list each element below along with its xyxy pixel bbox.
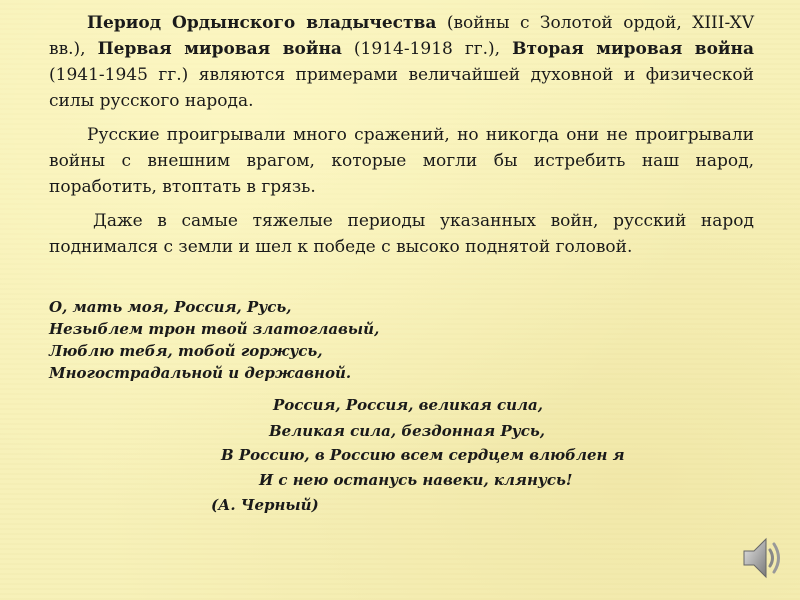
poem-line: В Россию, в Россию всем сердцем влюблен я [221, 446, 625, 464]
paragraph-1-text-1: (войны с Золотой ордой, XIII-XV вв.), [49, 13, 755, 59]
paragraph-1 [49, 10, 754, 114]
paragraph-1-text-2: (1914-1918 гг.), [341, 39, 513, 59]
prose-block [49, 10, 754, 268]
poem-line: О, мать моя, Россия, Русь, [49, 298, 292, 316]
poem-line: Незыблем трон твой златоглавый, [49, 320, 380, 338]
paragraph-2: Русские проигрывали много сражений, но никогда они не проигрывали войны с внешним врагом, которые могли бы истребить наш народ, поработить, втоптать в грязь. [49, 125, 754, 197]
poem-line: Россия, Россия, великая сила, [273, 396, 543, 414]
poem-line: Люблю тебя, тобой горжусь, [49, 342, 323, 360]
speaker-icon[interactable] [738, 533, 786, 583]
bold-term-ww2: Вторая мировая война [512, 39, 754, 59]
bold-term-ww1: Первая мировая война [97, 39, 342, 59]
bold-term-horde: Период Ордынского владычества [87, 13, 437, 33]
poem-line: Многострадальной и державной. [49, 364, 352, 382]
poem-author: (А. Черный) [211, 496, 319, 514]
poem-line: Великая сила, бездонная Русь, [269, 422, 545, 440]
paragraph-3: Даже в самые тяжелые периоды указанных войн, русский народ поднимался с земли и шел к победе с высоко поднятой головой. [49, 211, 754, 257]
paragraph-1-text-3: (1941-1945 гг.) являются примерами величайшей духовной и физической силы русского народа. [49, 65, 754, 111]
poem-line: И с нею останусь навеки, клянусь! [259, 471, 573, 489]
